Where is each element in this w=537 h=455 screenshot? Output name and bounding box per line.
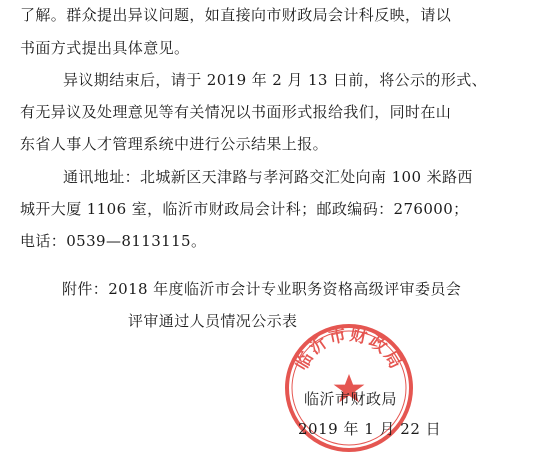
paragraph-1-line-1: 了解。群众提出异议问题，如直接向市财政局会计科反映，请以 — [20, 6, 452, 24]
paragraph-1-line-2: 书面方式提出具体意见。 — [20, 39, 190, 57]
attachment-line-2: 评审通过人员情况公示表 — [128, 312, 298, 330]
signature-organization: 临沂市财政局 — [304, 390, 398, 408]
attachment-line-1: 附件：2018 年度临沂市会计专业职务资格高级评审委员会 — [62, 280, 462, 298]
paragraph-2-line-1: 异议期结束后，请于 2019 年 2 月 13 日前，将公示的形式、 — [63, 71, 488, 89]
paragraph-2-line-2: 有无异议及处理意见等有关情况以书面形式报给我们，同时在山 — [20, 103, 452, 121]
paragraph-2-line-3: 东省人事人才管理系统中进行公示结果上报。 — [20, 135, 329, 153]
signature-date: 2019 年 1 月 22 日 — [298, 420, 442, 438]
address-line-1: 通讯地址：北城新区天津路与孝河路交汇处向南 100 米路西 — [63, 168, 473, 186]
address-line-2: 城开大厦 1106 室，临沂市财政局会计科；邮政编码：276000； — [20, 200, 469, 218]
seal-lettering: 临沂市财政局 — [291, 324, 407, 374]
phone-line: 电话：0539—8113115。 — [20, 232, 207, 250]
